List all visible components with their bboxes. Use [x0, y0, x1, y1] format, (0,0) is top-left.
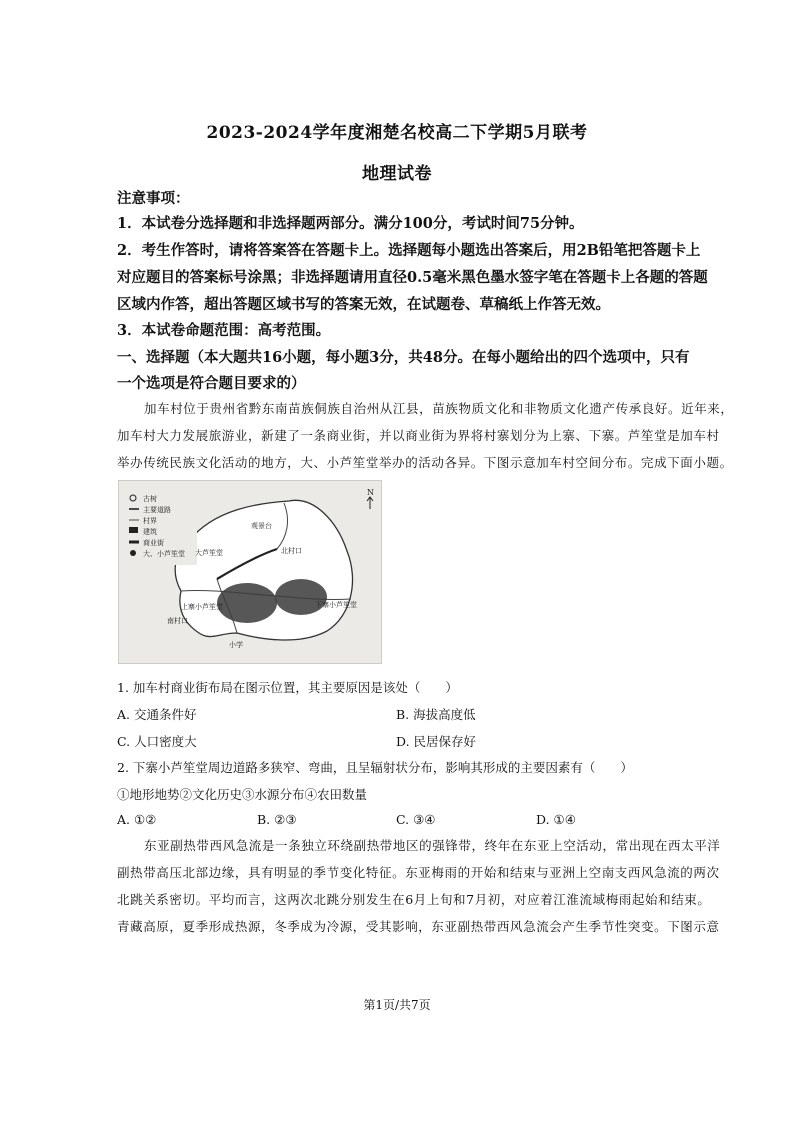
label-nancunkou: 南村口 [167, 617, 188, 625]
village-map-drawing [119, 481, 381, 663]
lusheng-hall-icon [130, 550, 136, 556]
passage-1-line-1: 加车村位于贵州省黔东南苗族侗族自治州从江县，苗族物质文化和非物质文化遗产传承良好。近年来， [144, 401, 734, 416]
north-arrow-label: N [367, 488, 374, 497]
section-1-heading-line-1: 一、选择题（本大题共16小题，每小题3分，共48分。在每小题给出的四个选项中，只有 [117, 349, 690, 366]
passage-2-line-4: 青藏高原，夏季形成热源，冬季成为冷源，受其影响，东亚副热带西风急流会产生季节性突变。下图示意 [117, 919, 720, 934]
label-guanjingtai: 观景台 [251, 522, 272, 530]
legend-item: 古树 [143, 495, 157, 503]
notice-item-2-line-2: 对应题目的答案标号涂黑；非选择题请用直径0.5毫米黑色墨水签字笔在答题卡上各题的答题 [117, 269, 708, 286]
exam-title: 2023-2024学年度湘楚名校高二下学期5月联考 [206, 123, 588, 143]
legend-item: 建筑 [143, 528, 157, 536]
passage-1-line-2: 加车村大力发展旅游业，新建了一条商业街，并以商业街为界将村寨划分为上寨、下寨。芦笙堂是加车村 [117, 428, 720, 443]
notice-item-3: 3．本试卷命题范围：高考范围。 [117, 322, 331, 339]
label-xiaoxue: 小学 [229, 641, 243, 649]
legend-item: 商业街 [143, 539, 164, 547]
question-2-option-a: A. ①② [117, 812, 157, 827]
question-1-option-c: C. 人口密度大 [117, 734, 197, 749]
question-2-option-b: B. ②③ [257, 812, 297, 827]
question-1-option-d: D. 民居保存好 [396, 734, 477, 749]
legend-item: 主要道路 [143, 506, 171, 514]
legend-item: 村界 [143, 517, 157, 525]
question-2-option-c: C. ③④ [396, 812, 436, 827]
notice-item-2-line-3: 区域内作答，超出答题区域书写的答案无效，在试题卷、草稿纸上作答无效。 [117, 296, 610, 313]
question-1-option-b: B. 海拔高度低 [396, 707, 476, 722]
passage-2-line-3: 北跳关系密切。平均而言，这两次北跳分别发生在6月上旬和7月初，对应着江淮流域梅雨起始和结束。 [117, 892, 711, 907]
legend-item: 大、小芦笙堂 [143, 550, 185, 558]
label-xiazhai: 下寨小芦笙堂 [315, 601, 357, 609]
building-icon [129, 527, 138, 533]
passage-2-line-1: 东亚副热带西风急流是一条独立环绕副热带地区的强锋带，终年在东亚上空活动，常出现在西太平洋 [144, 838, 721, 853]
upper-village-buildings [217, 583, 277, 623]
section-1-heading-line-2: 一个选项是符合题目要求的） [117, 375, 306, 392]
question-2-factors: ①地形地势②文化历史③水源分布④农田数量 [117, 787, 368, 802]
notice-item-2-line-1: 2．考生作答时，请将答案答在答题卡上。选择题每小题选出答案后，用2B铅笔把答题卡上 [117, 242, 701, 259]
passage-1-line-3: 举办传统民族文化活动的地方，大、小芦笙堂举办的活动各异。下图示意加车村空间分布。完成下面小题。 [117, 455, 733, 470]
label-shangzhai: 上寨小芦笙堂 [181, 603, 223, 611]
question-1-stem: 1. 加车村商业街布局在图示位置，其主要原因是该处（ ） [117, 680, 458, 695]
question-2-stem: 2. 下寨小芦笙堂周边道路多狭窄、弯曲，且呈辐射状分布，影响其形成的主要因素有（ ） [117, 760, 633, 775]
label-dalusheng: 大芦笙堂 [195, 549, 223, 557]
page-number: 第1页/共7页 [363, 998, 431, 1012]
notice-item-1: 1．本试卷分选择题和非选择题两部分。满分100分，考试时间75分钟。 [117, 215, 584, 232]
question-1-option-a: A. 交通条件好 [117, 707, 197, 722]
question-2-option-d: D. ①④ [536, 812, 576, 827]
lower-village-buildings [275, 579, 327, 615]
village-map [118, 480, 382, 664]
notice-heading: 注意事项： [117, 190, 190, 207]
label-beicunkou: 北村口 [281, 547, 302, 555]
north-arrow-icon [367, 497, 373, 509]
passage-2-line-2: 副热带高压北部边缘，具有明显的季节变化特征。东亚梅雨的开始和结束与亚洲上空南支西风急流的两次 [117, 865, 720, 880]
exam-subtitle: 地理试卷 [362, 164, 432, 184]
